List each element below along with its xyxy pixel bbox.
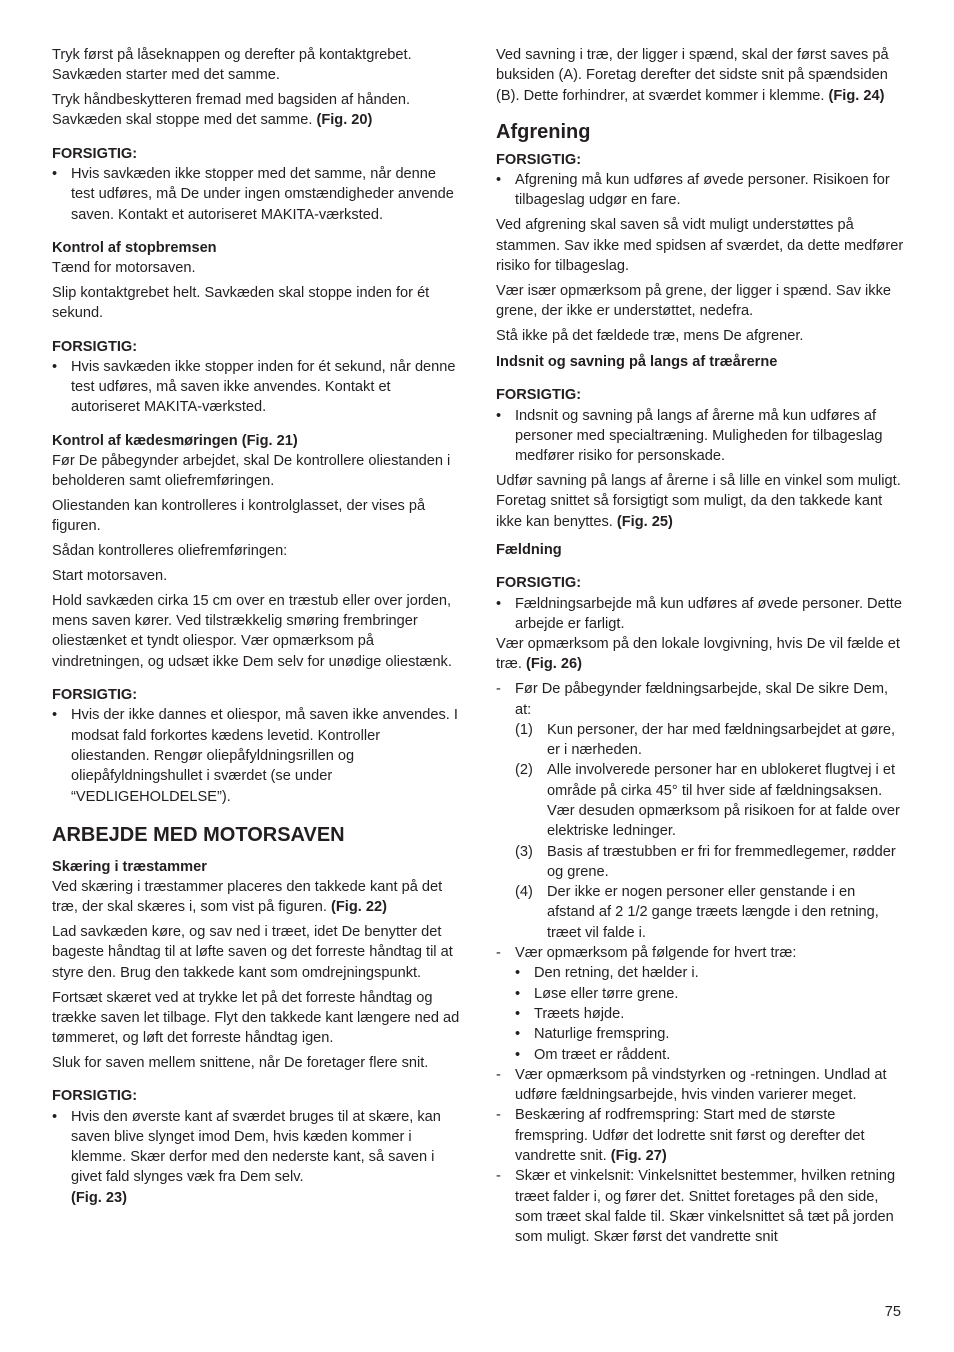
paragraph: Lad savkæden køre, og sav ned i træet, idet De benytter det bageste håndtag til at løfte saven og det forreste håndtag til at styre den. Brug den takkede kant som omdrejningspunkt. <box>52 924 453 981</box>
right-column <box>496 45 904 1248</box>
dash-text: Vær opmærksom på følgende for hvert træ: <box>515 945 797 962</box>
bullet-text: Hvis den øverste kant af sværdet bruges til at skære, kan saven blive slynget imod Dem, hvis kæden kommer i klemme. Skær derfor med den nederste kant, så saven i givet fald slynges væk fra Dem selv. <box>71 1108 441 1186</box>
figure-reference: (Fig. 22) <box>331 899 387 916</box>
paragraph: Fortsæt skæret ved at trykke let på det forreste håndtag og trække saven let tilbage. Flyt den takkede kant længere ned ad tømmeret, og løft det forreste håndtag igen. <box>52 989 460 1047</box>
paragraph: Stå ikke på det fældede træ, mens De afgrener. <box>496 327 804 344</box>
paragraph: Vær især opmærksom på grene, der ligger i spænd. Sav ikke grene, der ikke er understøttet, nedefra. <box>496 282 892 319</box>
paragraph <box>496 634 904 675</box>
paragraph: Sådan kontrolleres oliefremføringen: <box>52 543 288 560</box>
paragraph-text: Udfør savning på langs af årerne i så lille en vinkel som muligt. Foretag snittet så forsigtigt som muligt, da den takkede kant ikke kan benyttes. <box>496 473 901 530</box>
sub-bullet: • Naturlige fremspring. <box>515 1024 904 1044</box>
paragraph-text: Vær opmærksom på den lokale lovgivning, hvis De vil fælde et træ. <box>496 636 900 673</box>
caution-bullet: • Indsnit og savning på langs af årerne må kun udføres af personer med specialtræning. Muligheden for tilbageslag medfører risiko for personskade. <box>496 406 904 467</box>
paragraph <box>496 45 904 106</box>
sub-bullet: • Løse eller tørre grene. <box>515 984 904 1004</box>
dash-text: Beskæring af rodfremspring: Start med de største fremspring. Udfør det lodrette snit først og derefter det vandrette snit. <box>515 1107 865 1165</box>
caution-heading: FORSIGTIG: <box>52 338 138 355</box>
subsection-title: Indsnit og savning på langs af træårerne <box>496 354 778 371</box>
numbered-item <box>515 720 904 761</box>
caution-bullet: • Hvis der ikke dannes et oliespor, må saven ikke anvendes. I modsat fald forkortes kædens levetid. Kontroller oliestanden. Rengør oliepåfyldningsrillen og oliepåfyldningshullet i sværdet (se under “VEDLIGEHOLDELSE”). <box>52 705 462 806</box>
caution-bullet: • Afgrening må kun udføres af øvede personer. Risikoen for tilbageslag udgør en fare. <box>496 170 904 211</box>
caution-heading: FORSIGTIG: <box>52 687 138 704</box>
paragraph <box>52 90 462 131</box>
caution-bullet: • Hvis savkæden ikke stopper inden for ét sekund, når denne test udføres, må saven ikke anvendes. Kontakt et autoriseret MAKITA-værksted. <box>52 357 462 418</box>
section-title: ARBEJDE MED MOTORSAVEN <box>52 823 345 846</box>
caution-heading: FORSIGTIG: <box>496 151 582 168</box>
paragraph: Før De påbegynder arbejdet, skal De kontrollere oliestanden i beholderen samt oliefremføringen. <box>52 453 451 490</box>
subsection-title: Skæring i træstammer <box>52 858 207 875</box>
caution-bullet: • Fældningsarbejde må kun udføres af øvede personer. Dette arbejde er farligt. <box>496 594 904 635</box>
numbered-item <box>515 842 904 883</box>
paragraph: Hold savkæden cirka 15 cm over en træstub eller over jorden, mens saven kører. Ved tilstrækkelig smøring frembringer oliestænket et tyndt oliespor. Vær opmærksom på vindretningen, og udsæt ikke Dem selv for unødige oliestænk. <box>52 592 452 670</box>
sub-bullet: • Træets højde. <box>515 1004 904 1024</box>
numbered-item <box>515 760 904 841</box>
figure-reference: (Fig. 26) <box>526 656 582 673</box>
numbered-item <box>515 882 904 943</box>
paragraph: Ved afgrening skal saven så vidt muligt understøttes på stammen. Sav ikke med spidsen af sværdet, da dette medfører risiko for tilbageslag. <box>496 217 904 274</box>
caution-heading: FORSIGTIG: <box>52 1088 138 1105</box>
paragraph: Oliestanden kan kontrolleres i kontrolglasset, der vises på figuren. <box>52 498 426 535</box>
subsection-title: Kontrol af stopbremsen <box>52 239 217 256</box>
dash-item: - Vær opmærksom på vindstyrken og -retningen. Undlad at udføre fældningsarbejde, hvis vinden varierer meget. <box>496 1065 904 1106</box>
figure-reference: (Fig. 23) <box>71 1189 127 1206</box>
caution-bullet <box>52 1107 462 1208</box>
figure-reference: (Fig. 27) <box>610 1148 667 1165</box>
page-number: 75 <box>884 1304 901 1320</box>
item-text: Der ikke er nogen personer eller genstande i en afstand af 2 1/2 gange træets længde i den retning, træet vil falde i. <box>547 884 879 941</box>
paragraph: Tryk først på låseknappen og derefter på kontaktgrebet. Savkæden starter med det samme. <box>52 47 412 84</box>
item-text: Alle involverede personer har en ublokeret flugtvej i et område på cirka 45° til hver side af fældningsaksen. Vær desuden opmærksom på risikoen for at falde over elektriske ledninger. <box>547 762 900 840</box>
item-number: (3) <box>515 843 533 860</box>
caution-heading: FORSIGTIG: <box>496 387 582 404</box>
section-title: Afgrening <box>496 120 591 143</box>
dash-text: Før De påbegynder fældningsarbejde, skal De sikre Dem, at: <box>515 681 889 718</box>
caution-heading: FORSIGTIG: <box>496 575 582 592</box>
subsection-title: Kontrol af kædesmøringen (Fig. 21) <box>52 432 298 449</box>
paragraph: Sluk for saven mellem snittene, når De foretager flere snit. <box>52 1054 429 1071</box>
item-number: (4) <box>515 884 533 901</box>
paragraph <box>496 471 904 532</box>
sub-bullet: • Den retning, det hælder i. <box>515 963 904 983</box>
dash-item: - Skær et vinkelsnit: Vinkelsnittet bestemmer, hvilken retning træet falder i, og fører det. Snittet foretages på den side, som træet skal falde til. Skær vinkelsnittet så tæt på jorden som muligt. Skær først det vandrette snit <box>496 1166 904 1247</box>
paragraph-text: Ved savning i træ, der ligger i spænd, skal der først saves på buksiden (A). Foretag derefter det sidste snit på spændsiden (B). Dette forhindrer, at sværdet kommer i klemme. <box>496 47 889 104</box>
paragraph: Slip kontaktgrebet helt. Savkæden skal stoppe inden for ét sekund. <box>52 284 430 322</box>
dash-item <box>496 1105 904 1166</box>
figure-reference: (Fig. 20) <box>316 112 373 129</box>
dash-item <box>496 943 904 1065</box>
paragraph: Tænd for motorsaven. <box>52 260 196 277</box>
item-number: (1) <box>515 721 533 738</box>
figure-reference: (Fig. 25) <box>616 513 673 530</box>
sub-bullet: • Om træet er råddent. <box>515 1045 904 1065</box>
dash-item <box>496 679 904 943</box>
figure-reference: (Fig. 24) <box>828 87 885 104</box>
left-column <box>52 45 462 1213</box>
paragraph-text: Tryk håndbeskytteren fremad med bagsiden af hånden. Savkæden skal stoppe med det samme. <box>52 92 411 129</box>
paragraph <box>52 877 462 918</box>
paragraph: Start motorsaven. <box>52 568 168 585</box>
item-number: (2) <box>515 762 533 779</box>
caution-heading: FORSIGTIG: <box>52 145 138 162</box>
subsection-title: Fældning <box>496 541 562 558</box>
item-text: Kun personer, der har med fældningsarbejdet at gøre, er i nærheden. <box>547 721 896 759</box>
item-text: Basis af træstubben er fri for fremmedlegemer, rødder og grene. <box>547 843 896 880</box>
paragraph-text: Ved skæring i træstammer placeres den takkede kant på det træ, der skal skæres i, som vist på figuren. <box>52 879 443 916</box>
caution-bullet: • Hvis savkæden ikke stopper med det samme, når denne test udføres, må De under ingen omstændigheder anvende saven. Kontakt et autoriseret MAKITA-værksted. <box>52 164 462 225</box>
